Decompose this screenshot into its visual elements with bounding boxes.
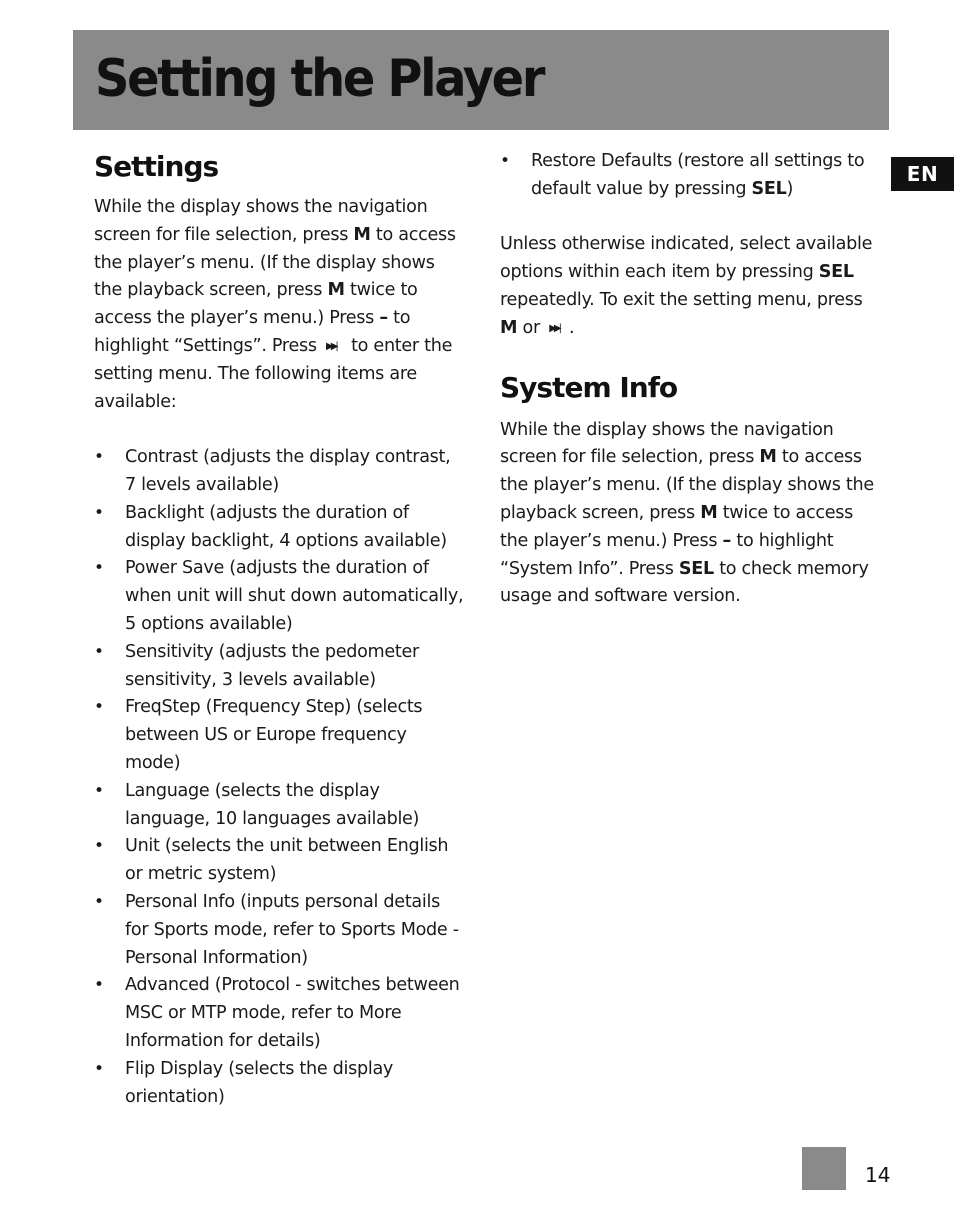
fast-forward-icon: ▶▶| xyxy=(326,340,336,352)
key-label: M xyxy=(327,280,345,301)
list-item: • Flip Display (selects the display orientation) xyxy=(94,1056,466,1112)
page-number: 14 xyxy=(865,1163,891,1187)
fast-forward-icon: ▶▶| xyxy=(549,322,559,334)
list-item: • Advanced (Protocol - switches between MSC or MTP mode, refer to More Information for details) xyxy=(94,972,466,1055)
title-bar xyxy=(73,30,889,130)
list-item: • Language (selects the display language, 10 languages available) xyxy=(94,778,466,834)
list-item: • Contrast (adjusts the display contrast, 7 levels available) xyxy=(94,444,466,500)
list-item: • Personal Info (inputs personal details for Sports mode, refer to Sports Mode - Personal Information) xyxy=(94,889,466,972)
right-column xyxy=(500,148,874,611)
options-note: Unless otherwise indicated, select available options within each item by pressing SEL repeatedly. To exit the setting menu, press M or ▶▶| . xyxy=(500,231,874,342)
settings-intro: While the display shows the navigation screen for file selection, press M to access the player’s menu. (If the display shows the playback screen, press M twice to access the player’s menu.) Press – to highlight “Settings”. Press ▶▶| to enter the setting menu. The following items are available: xyxy=(94,197,456,412)
settings-list xyxy=(94,444,466,1111)
key-label: – xyxy=(379,308,388,329)
key-label: M xyxy=(500,317,518,338)
key-label: M xyxy=(759,447,777,468)
list-item: • Unit (selects the unit between English or metric system) xyxy=(94,833,466,889)
page-title: Setting the Player xyxy=(95,49,544,109)
key-label: M xyxy=(353,224,371,245)
key-label: – xyxy=(722,530,732,551)
key-label: SEL xyxy=(751,178,787,199)
list-item: • FreqStep (Frequency Step) (selects between US or Europe frequency mode) xyxy=(94,694,466,777)
key-label: M xyxy=(700,502,718,523)
system-info-heading: System Info xyxy=(500,370,678,404)
system-info-body: While the display shows the navigation screen for file selection, press M to access the player’s menu. (If the display shows the playback screen, press M twice to access the player’s menu.) Press – to highlight “System Info”. Press SEL to check memory usage and software version. xyxy=(500,419,874,607)
settings-heading: Settings xyxy=(94,150,219,183)
settings-column xyxy=(94,148,466,1111)
list-item: • Power Save (adjusts the duration of when unit will shut down automatically, 5 options available) xyxy=(94,555,466,638)
language-tab-en: EN xyxy=(891,157,954,191)
list-item: • Backlight (adjusts the duration of display backlight, 4 options available) xyxy=(94,500,466,556)
list-item: • Sensitivity (adjusts the pedometer sensitivity, 3 levels available) xyxy=(94,639,466,695)
page-number-block xyxy=(802,1147,846,1190)
key-label: SEL xyxy=(818,262,854,283)
list-item: • Restore Defaults (restore all settings to default value by pressing SEL) xyxy=(500,148,874,204)
restore-list xyxy=(500,148,874,204)
key-label: SEL xyxy=(678,558,714,579)
